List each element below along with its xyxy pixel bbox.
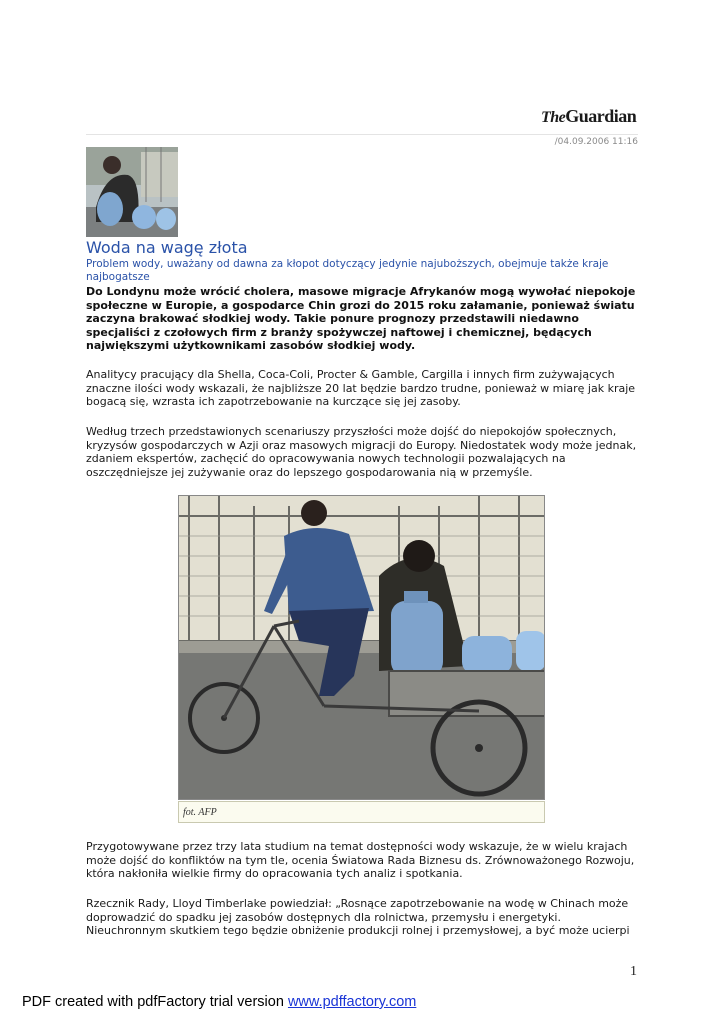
header-divider [86,134,638,135]
article-photo [178,495,545,800]
article-date: /04.09.2006 11:16 [554,137,638,147]
article-lead: Do Londynu może wrócić cholera, masowe migracje Afrykanów mogą wywołać niepokoje społeczne w Europie, a gospodarce Chin grozi do 2015 roku załamanie, ponieważ światu zaczyna brakować słodkiej wody. Takie ponure prognozy przedstawili niedawno specjaliści z czołowych firm z branży spożywczej naftowej i chemicznej, będących największymi użytkownikami zasobów słodkiej wody. [86,285,636,352]
pdf-footer [22,994,416,1010]
article-paragraph: Analitycy pracujący dla Shella, Coca-Coli, Procter & Gamble, Cargilla i innych firm zużywających znaczne ilości wody wskazali, że najbliższe 20 lat będzie bardzo trudne, ponieważ w miarę jak kraje bogacą się, wzrasta ich zapotrzebowanie na kurczące się jej zasoby. [86,368,636,408]
article-subtitle: Problem wody, uważany od dawna za kłopot dotyczący jedynie najuboższych, obejmuje także kraje najbogatsze [86,258,609,283]
article-thumbnail [86,147,178,237]
article-paragraph: Rzecznik Rady, Lloyd Timberlake powiedział: „Rosnące zapotrzebowanie na wodę w Chinach może doprowadzić do spadku jej zasobów dostępnych dla rolnictwa, przemysłu i energetyki. Nieuchronnym skutkiem tego będzie obniżenie produkcji rolnej i przemysłowej, a być może ucierpi [86,897,630,937]
guardian-logo: TheGuardian [541,106,637,126]
article-title: Woda na wagę złota [86,238,248,257]
pdffactory-link[interactable]: www.pdffactory.com [287,994,417,1010]
article-paragraph: Według trzech przedstawionych scenariuszy przyszłości może dojść do niepokojów społecznych, kryzysów gospodarczych w Azji oraz masowych migracji do Europy. Niedostatek wody może jednak, zdaniem ekspertów, zachęcić do opracowywania nowych technologii pozwalających na oszczędniejsze jej zużywanie oraz do lepszego gospodarowania nią w przemyśle. [86,425,637,479]
photo-caption: fot. AFP [178,801,545,823]
footer-text: PDF created with pdfFactory trial version [22,994,288,1010]
page-number: 1 [630,964,637,979]
article-paragraph: Przygotowywane przez trzy lata studium na temat dostępności wody wskazuje, że w wielu krajach może dojść do konfliktów na tym tle, ocenia Światowa Rada Biznesu ds. Zrównoważonego Rozwoju, która nakłoniła wielkie firmy do opracowania tych analiz i spotkania. [86,840,635,880]
